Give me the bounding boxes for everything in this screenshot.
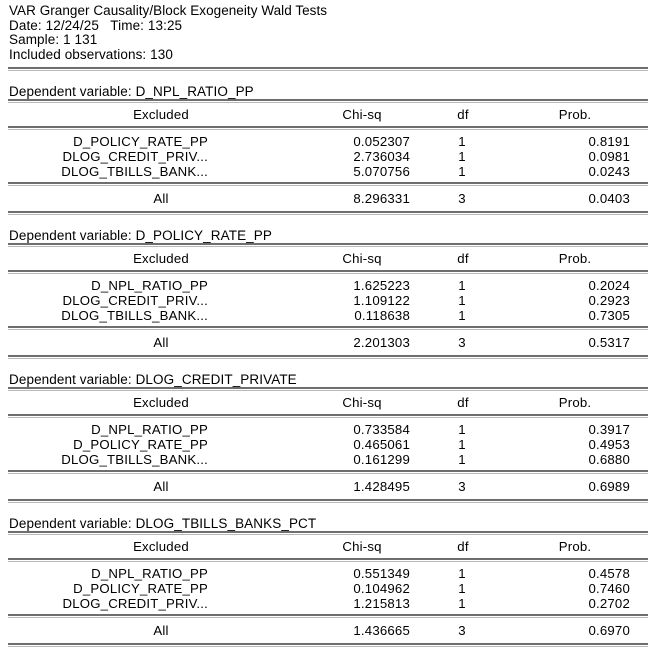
table-row xyxy=(8,293,648,308)
cell-df: 1 xyxy=(458,134,466,150)
joint-test-table xyxy=(8,186,648,211)
cell-excluded-all: All xyxy=(153,335,169,351)
cell-prob: 0.4953 xyxy=(588,437,630,453)
report-datetime-line xyxy=(9,19,648,34)
test-results-table xyxy=(8,566,648,611)
cell-df: 1 xyxy=(458,566,466,582)
column-header-df: df xyxy=(457,107,469,123)
cell-excluded: DLOG_CREDIT_PRIV... xyxy=(62,596,208,612)
column-header-table xyxy=(8,391,648,414)
cell-df: 1 xyxy=(458,293,466,309)
cell-excluded: D_POLICY_RATE_PP xyxy=(73,437,208,453)
cell-prob-all: 0.0403 xyxy=(588,191,630,207)
dependent-variable-heading: Dependent variable: DLOG_TBILLS_BANKS_PCT xyxy=(9,516,317,532)
cell-chisq: 0.052307 xyxy=(353,134,410,150)
test-results-table xyxy=(8,422,648,467)
cell-df: 1 xyxy=(458,164,466,180)
table-row-all xyxy=(8,186,648,211)
column-header-df: df xyxy=(457,395,469,411)
cell-prob-all: 0.6989 xyxy=(588,479,630,495)
table-row xyxy=(8,566,648,581)
section-spacer xyxy=(8,503,648,516)
column-header-table xyxy=(8,247,648,270)
cell-prob: 0.0243 xyxy=(588,164,630,180)
table-row xyxy=(8,452,648,467)
cell-chisq-all: 1.428495 xyxy=(353,479,410,495)
cell-prob-all: 0.5317 xyxy=(588,335,630,351)
cell-excluded: DLOG_TBILLS_BANK... xyxy=(61,164,208,180)
column-header-row xyxy=(8,247,648,270)
cell-df: 1 xyxy=(458,452,466,468)
table-row-all xyxy=(8,618,648,643)
cell-excluded: DLOG_TBILLS_BANK... xyxy=(61,308,208,324)
section-d-npl-ratio-pp xyxy=(8,71,648,215)
cell-df-all: 3 xyxy=(458,479,466,495)
cell-prob-all: 0.6970 xyxy=(588,623,630,639)
column-header-df: df xyxy=(457,539,469,555)
section-dlog-credit-private xyxy=(8,359,648,503)
column-header-prob: Prob. xyxy=(558,395,592,411)
report-included-observations: Included observations: 130 xyxy=(9,46,173,62)
dependent-variable-heading: Dependent variable: D_POLICY_RATE_PP xyxy=(9,228,272,244)
table-row xyxy=(8,437,648,452)
column-header-row xyxy=(8,103,648,126)
cell-chisq-all: 2.201303 xyxy=(353,335,410,351)
cell-chisq: 1.109122 xyxy=(353,293,410,309)
section-d-policy-rate-pp xyxy=(8,215,648,359)
cell-chisq: 1.625223 xyxy=(353,278,410,294)
cell-chisq-all: 1.436665 xyxy=(353,623,410,639)
column-header-prob: Prob. xyxy=(558,107,592,123)
report-time: Time: 13:25 xyxy=(110,17,183,33)
report-sample: Sample: 1 131 xyxy=(9,32,98,48)
cell-chisq: 0.161299 xyxy=(353,452,410,468)
cell-excluded-all: All xyxy=(153,479,169,495)
dependent-variable-heading: Dependent variable: DLOG_CREDIT_PRIVATE xyxy=(9,372,297,388)
column-header-excluded: Excluded xyxy=(133,395,189,411)
cell-chisq: 0.733584 xyxy=(353,422,410,438)
cell-df: 1 xyxy=(458,422,466,438)
table-row xyxy=(8,134,648,149)
column-header-chisq: Chi-sq xyxy=(342,395,382,411)
cell-df-all: 3 xyxy=(458,191,466,207)
column-header-excluded: Excluded xyxy=(133,251,189,267)
table-row xyxy=(8,278,648,293)
joint-test-table xyxy=(8,618,648,643)
cell-excluded: DLOG_CREDIT_PRIV... xyxy=(62,149,208,165)
test-results-table xyxy=(8,278,648,323)
cell-df: 1 xyxy=(458,278,466,294)
cell-df: 1 xyxy=(458,581,466,597)
test-results-table xyxy=(8,134,648,179)
cell-df: 1 xyxy=(458,149,466,165)
cell-excluded: D_NPL_RATIO_PP xyxy=(91,278,208,294)
cell-prob: 0.4578 xyxy=(588,566,630,582)
column-header-prob: Prob. xyxy=(558,251,592,267)
cell-prob: 0.7305 xyxy=(588,308,630,324)
table-row xyxy=(8,581,648,596)
cell-excluded: D_POLICY_RATE_PP xyxy=(73,581,208,597)
cell-excluded-all: All xyxy=(153,191,169,207)
cell-df: 1 xyxy=(458,437,466,453)
section-dlog-tbills-banks-pct xyxy=(8,503,648,647)
report-title: VAR Granger Causality/Block Exogeneity Wald Tests xyxy=(9,3,328,18)
column-header-row xyxy=(8,391,648,414)
column-header-excluded: Excluded xyxy=(133,107,189,123)
cell-chisq: 2.736034 xyxy=(353,149,410,165)
section-spacer xyxy=(8,215,648,228)
cell-chisq: 0.551349 xyxy=(353,566,410,582)
cell-chisq: 0.118638 xyxy=(354,308,410,324)
table-row xyxy=(8,149,648,164)
column-header-chisq: Chi-sq xyxy=(342,107,382,123)
cell-excluded: D_POLICY_RATE_PP xyxy=(73,134,208,150)
column-header-table xyxy=(8,103,648,126)
section-spacer xyxy=(8,359,648,372)
cell-prob: 0.8191 xyxy=(588,134,630,150)
dependent-variable-heading: Dependent variable: D_NPL_RATIO_PP xyxy=(9,84,254,100)
cell-chisq: 0.465061 xyxy=(353,437,410,453)
column-header-excluded: Excluded xyxy=(133,539,189,555)
column-header-table xyxy=(8,535,648,558)
joint-test-table xyxy=(8,474,648,499)
cell-chisq: 1.215813 xyxy=(353,596,410,612)
joint-test-table xyxy=(8,330,648,355)
cell-prob: 0.6880 xyxy=(588,452,630,468)
column-header-df: df xyxy=(457,251,469,267)
column-header-row xyxy=(8,535,648,558)
cell-excluded: D_NPL_RATIO_PP xyxy=(91,422,208,438)
cell-excluded-all: All xyxy=(153,623,169,639)
cell-df-all: 3 xyxy=(458,623,466,639)
cell-prob: 0.2024 xyxy=(588,278,630,294)
cell-prob: 0.7460 xyxy=(588,581,630,597)
section-spacer xyxy=(8,71,648,84)
cell-chisq-all: 8.296331 xyxy=(353,191,410,207)
report-date: Date: 12/24/25 xyxy=(9,17,99,33)
column-header-chisq: Chi-sq xyxy=(342,539,382,555)
table-row-all xyxy=(8,330,648,355)
cell-prob: 0.3917 xyxy=(588,422,630,438)
cell-df-all: 3 xyxy=(458,335,466,351)
table-row xyxy=(8,308,648,323)
report-header xyxy=(8,4,648,62)
cell-excluded: D_NPL_RATIO_PP xyxy=(91,566,208,582)
column-header-prob: Prob. xyxy=(558,539,592,555)
cell-chisq: 5.070756 xyxy=(353,164,410,180)
cell-chisq: 0.104962 xyxy=(353,581,410,597)
table-row xyxy=(8,422,648,437)
cell-df: 1 xyxy=(458,308,466,324)
cell-df: 1 xyxy=(458,596,466,612)
cell-prob: 0.0981 xyxy=(588,149,630,165)
table-row xyxy=(8,164,648,179)
cell-prob: 0.2702 xyxy=(588,596,630,612)
cell-excluded: DLOG_TBILLS_BANK... xyxy=(61,452,208,468)
table-row-all xyxy=(8,474,648,499)
section-bottom-rule xyxy=(8,643,648,647)
datetime-separator xyxy=(99,18,110,33)
table-row xyxy=(8,596,648,611)
column-header-chisq: Chi-sq xyxy=(342,251,382,267)
cell-excluded: DLOG_CREDIT_PRIV... xyxy=(62,293,208,309)
cell-prob: 0.2923 xyxy=(588,293,630,309)
